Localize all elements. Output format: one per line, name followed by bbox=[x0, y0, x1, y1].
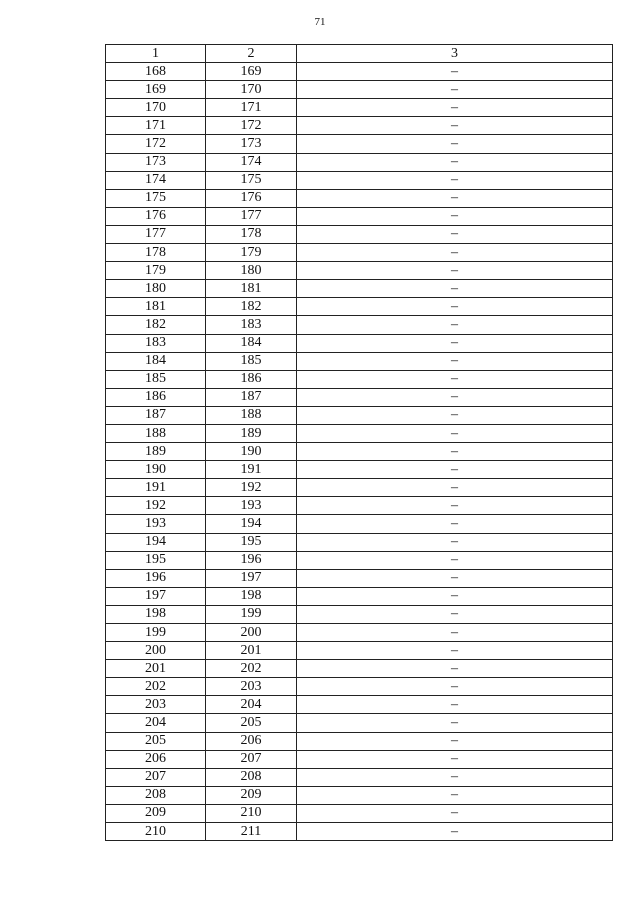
table-cell-col-2: 207 bbox=[206, 750, 297, 768]
table-row bbox=[106, 642, 613, 660]
table-cell-col-2: 195 bbox=[206, 533, 297, 551]
table-row bbox=[106, 280, 613, 298]
table-cell-col-1: 199 bbox=[106, 624, 206, 642]
table-cell-col-1: 198 bbox=[106, 605, 206, 623]
table-cell-col-2: 209 bbox=[206, 786, 297, 804]
table-cell-col-2: 185 bbox=[206, 352, 297, 370]
table-cell-col-1: 168 bbox=[106, 63, 206, 81]
table-row bbox=[106, 678, 613, 696]
table-row bbox=[106, 171, 613, 189]
table-cell-col-1: 190 bbox=[106, 461, 206, 479]
table-cell-col-2: 192 bbox=[206, 479, 297, 497]
table-cell-col-1: 169 bbox=[106, 81, 206, 99]
table-cell-col-3: – bbox=[297, 551, 613, 569]
table-cell-col-1: 185 bbox=[106, 370, 206, 388]
table-cell-col-3: – bbox=[297, 533, 613, 551]
table-cell-col-1: 202 bbox=[106, 678, 206, 696]
table-cell-col-2: 172 bbox=[206, 117, 297, 135]
table-cell-col-3: – bbox=[297, 497, 613, 515]
table-row bbox=[106, 424, 613, 442]
table-cell-col-3: – bbox=[297, 117, 613, 135]
table-cell-col-3: – bbox=[297, 786, 613, 804]
table-cell-col-1: 205 bbox=[106, 732, 206, 750]
table-cell-col-2: 182 bbox=[206, 298, 297, 316]
table-cell-col-1: 197 bbox=[106, 587, 206, 605]
table-cell-col-3: – bbox=[297, 225, 613, 243]
table-cell-col-2: 190 bbox=[206, 443, 297, 461]
table-row bbox=[106, 262, 613, 280]
table-row bbox=[106, 569, 613, 587]
table-row bbox=[106, 461, 613, 479]
table-cell-col-1: 176 bbox=[106, 207, 206, 225]
table-cell-col-2: 202 bbox=[206, 660, 297, 678]
table-cell-col-1: 191 bbox=[106, 479, 206, 497]
table-cell-col-2: 171 bbox=[206, 99, 297, 117]
table-cell-col-2: 175 bbox=[206, 171, 297, 189]
table-row bbox=[106, 316, 613, 334]
table-cell-col-1: 207 bbox=[106, 768, 206, 786]
table-cell-col-1: 194 bbox=[106, 533, 206, 551]
table-cell-col-2: 204 bbox=[206, 696, 297, 714]
table-cell-col-3: – bbox=[297, 732, 613, 750]
table-cell-col-2: 199 bbox=[206, 605, 297, 623]
table-cell-col-1: 208 bbox=[106, 786, 206, 804]
table-cell-col-2: 197 bbox=[206, 569, 297, 587]
table-cell-col-1: 189 bbox=[106, 443, 206, 461]
table-cell-col-2: 191 bbox=[206, 461, 297, 479]
table-cell-col-3: – bbox=[297, 280, 613, 298]
table-cell-col-1: 201 bbox=[106, 660, 206, 678]
table-row bbox=[106, 497, 613, 515]
table-cell-col-3: – bbox=[297, 316, 613, 334]
table-row bbox=[106, 823, 613, 841]
table-row bbox=[106, 515, 613, 533]
table-cell-col-1: 181 bbox=[106, 298, 206, 316]
table-row bbox=[106, 135, 613, 153]
table-cell-col-1: 192 bbox=[106, 497, 206, 515]
table-cell-col-1: 209 bbox=[106, 804, 206, 822]
table-cell-col-3: – bbox=[297, 605, 613, 623]
table-cell-col-1: 203 bbox=[106, 696, 206, 714]
table-cell-col-3: – bbox=[297, 424, 613, 442]
table-cell-col-1: 193 bbox=[106, 515, 206, 533]
table-cell-col-1: 200 bbox=[106, 642, 206, 660]
table-cell-col-3: – bbox=[297, 352, 613, 370]
table-cell-col-3: – bbox=[297, 750, 613, 768]
table-row bbox=[106, 225, 613, 243]
table-cell-col-3: – bbox=[297, 624, 613, 642]
table-cell-col-2: 169 bbox=[206, 63, 297, 81]
table-cell-col-2: 201 bbox=[206, 642, 297, 660]
table-cell-col-3: – bbox=[297, 334, 613, 352]
table-cell-col-2: 177 bbox=[206, 207, 297, 225]
table-cell-col-3: – bbox=[297, 63, 613, 81]
table-cell-col-3: – bbox=[297, 804, 613, 822]
table-row bbox=[106, 732, 613, 750]
table-row bbox=[106, 207, 613, 225]
table-cell-col-3: – bbox=[297, 642, 613, 660]
table-row bbox=[106, 63, 613, 81]
table-cell-col-2: 178 bbox=[206, 225, 297, 243]
table-cell-col-1: 179 bbox=[106, 262, 206, 280]
table-cell-col-2: 196 bbox=[206, 551, 297, 569]
table-row bbox=[106, 189, 613, 207]
table-header-row bbox=[106, 45, 613, 63]
table-row bbox=[106, 406, 613, 424]
table-row bbox=[106, 388, 613, 406]
page-number: 71 bbox=[314, 16, 326, 28]
table-cell-col-3: – bbox=[297, 135, 613, 153]
table-cell-col-2: 176 bbox=[206, 189, 297, 207]
table-cell-col-1: 184 bbox=[106, 352, 206, 370]
table-cell-col-2: 179 bbox=[206, 244, 297, 262]
table-cell-col-3: – bbox=[297, 479, 613, 497]
table-cell-col-3: – bbox=[297, 823, 613, 841]
table-cell-col-1: 187 bbox=[106, 406, 206, 424]
column-header-3: 3 bbox=[297, 45, 613, 63]
table-row bbox=[106, 605, 613, 623]
table-cell-col-2: 205 bbox=[206, 714, 297, 732]
table-cell-col-1: 177 bbox=[106, 225, 206, 243]
table-row bbox=[106, 352, 613, 370]
table-row bbox=[106, 443, 613, 461]
table-cell-col-2: 181 bbox=[206, 280, 297, 298]
table-cell-col-3: – bbox=[297, 189, 613, 207]
table-cell-col-2: 183 bbox=[206, 316, 297, 334]
table-cell-col-1: 210 bbox=[106, 823, 206, 841]
table-cell-col-3: – bbox=[297, 171, 613, 189]
table-cell-col-2: 170 bbox=[206, 81, 297, 99]
table-cell-col-1: 175 bbox=[106, 189, 206, 207]
table-cell-col-2: 210 bbox=[206, 804, 297, 822]
table-cell-col-2: 203 bbox=[206, 678, 297, 696]
table-cell-col-3: – bbox=[297, 696, 613, 714]
table-row bbox=[106, 804, 613, 822]
table-cell-col-1: 173 bbox=[106, 153, 206, 171]
table-cell-col-3: – bbox=[297, 262, 613, 280]
table-cell-col-3: – bbox=[297, 99, 613, 117]
table-cell-col-3: – bbox=[297, 714, 613, 732]
table-cell-col-2: 174 bbox=[206, 153, 297, 171]
table-cell-col-1: 178 bbox=[106, 244, 206, 262]
table-cell-col-2: 206 bbox=[206, 732, 297, 750]
table-cell-col-2: 187 bbox=[206, 388, 297, 406]
table-cell-col-2: 188 bbox=[206, 406, 297, 424]
table-cell-col-1: 180 bbox=[106, 280, 206, 298]
table-row bbox=[106, 370, 613, 388]
table-cell-col-3: – bbox=[297, 678, 613, 696]
table-cell-col-1: 182 bbox=[106, 316, 206, 334]
table-row bbox=[106, 551, 613, 569]
table-row bbox=[106, 153, 613, 171]
table-cell-col-3: – bbox=[297, 660, 613, 678]
table-row bbox=[106, 660, 613, 678]
table-cell-col-3: – bbox=[297, 153, 613, 171]
table-row bbox=[106, 696, 613, 714]
table-cell-col-3: – bbox=[297, 406, 613, 424]
table-row bbox=[106, 714, 613, 732]
table-cell-col-1: 170 bbox=[106, 99, 206, 117]
table-cell-col-1: 183 bbox=[106, 334, 206, 352]
table-row bbox=[106, 768, 613, 786]
table-cell-col-3: – bbox=[297, 443, 613, 461]
column-header-2: 2 bbox=[206, 45, 297, 63]
table-row bbox=[106, 533, 613, 551]
table-cell-col-2: 184 bbox=[206, 334, 297, 352]
table-cell-col-1: 174 bbox=[106, 171, 206, 189]
table-cell-col-3: – bbox=[297, 587, 613, 605]
table-cell-col-3: – bbox=[297, 370, 613, 388]
table-cell-col-3: – bbox=[297, 244, 613, 262]
table-cell-col-2: 180 bbox=[206, 262, 297, 280]
table-cell-col-3: – bbox=[297, 461, 613, 479]
table-cell-col-3: – bbox=[297, 569, 613, 587]
table-cell-col-3: – bbox=[297, 388, 613, 406]
table-cell-col-2: 189 bbox=[206, 424, 297, 442]
data-table bbox=[105, 44, 613, 841]
table-cell-col-3: – bbox=[297, 768, 613, 786]
table-cell-col-2: 194 bbox=[206, 515, 297, 533]
table-cell-col-2: 208 bbox=[206, 768, 297, 786]
table-cell-col-3: – bbox=[297, 515, 613, 533]
table-row bbox=[106, 750, 613, 768]
table-row bbox=[106, 587, 613, 605]
table-row bbox=[106, 786, 613, 804]
table-row bbox=[106, 244, 613, 262]
table-cell-col-1: 186 bbox=[106, 388, 206, 406]
table-row bbox=[106, 334, 613, 352]
table-body bbox=[106, 63, 613, 841]
table-cell-col-1: 171 bbox=[106, 117, 206, 135]
table-row bbox=[106, 99, 613, 117]
table-cell-col-1: 196 bbox=[106, 569, 206, 587]
table-cell-col-3: – bbox=[297, 207, 613, 225]
table-cell-col-3: – bbox=[297, 81, 613, 99]
table-cell-col-2: 186 bbox=[206, 370, 297, 388]
table-row bbox=[106, 117, 613, 135]
table-cell-col-2: 173 bbox=[206, 135, 297, 153]
table-row bbox=[106, 479, 613, 497]
table-cell-col-1: 195 bbox=[106, 551, 206, 569]
table-row bbox=[106, 624, 613, 642]
column-header-1: 1 bbox=[106, 45, 206, 63]
table-cell-col-2: 198 bbox=[206, 587, 297, 605]
table-row bbox=[106, 298, 613, 316]
table-row bbox=[106, 81, 613, 99]
table-cell-col-1: 206 bbox=[106, 750, 206, 768]
table-cell-col-1: 204 bbox=[106, 714, 206, 732]
table-cell-col-3: – bbox=[297, 298, 613, 316]
table-cell-col-1: 172 bbox=[106, 135, 206, 153]
table-cell-col-2: 193 bbox=[206, 497, 297, 515]
table-cell-col-1: 188 bbox=[106, 424, 206, 442]
table-cell-col-2: 211 bbox=[206, 823, 297, 841]
table-cell-col-2: 200 bbox=[206, 624, 297, 642]
